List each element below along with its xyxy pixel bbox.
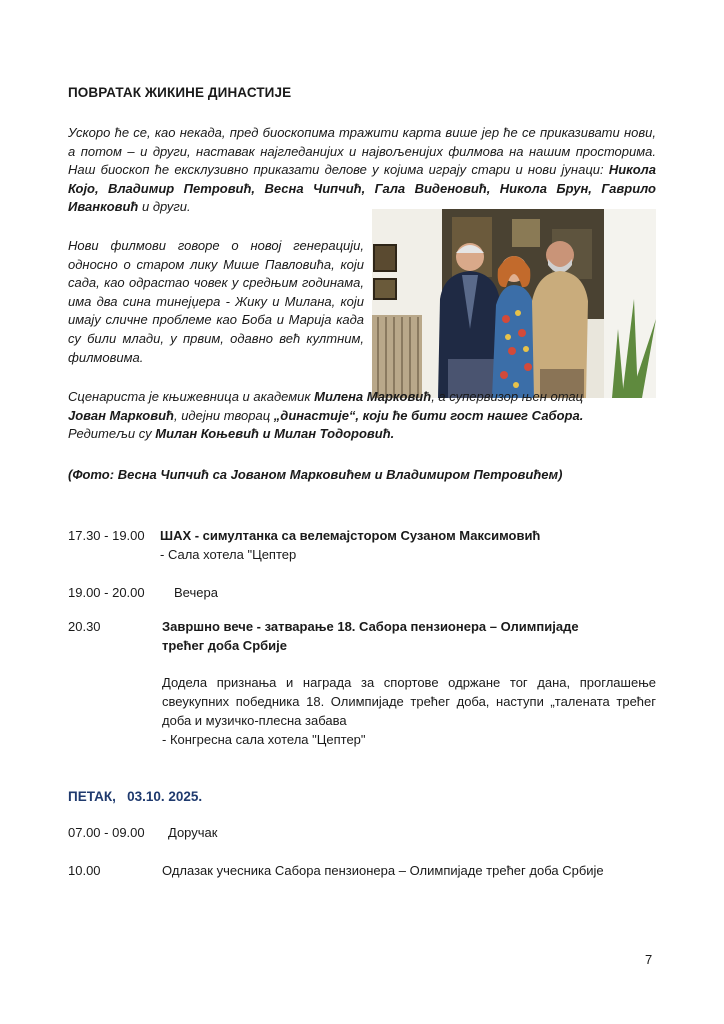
breakfast-title: Доручак bbox=[168, 825, 218, 840]
chess-time: 17.30 - 19.00 bbox=[68, 528, 145, 543]
section-title: ПОВРАТАК ЖИКИНЕ ДИНАСТИЈЕ bbox=[68, 85, 292, 100]
photo-caption: (Фото: Весна Чипчић са Јованом Марковићем и Владимиром Петровићем) bbox=[68, 467, 563, 482]
cast-names: Никола Којо, Владимир Петровић, Весна Чипчић, Гала Виденовић, Никола Брун, Гаврило Иванковић bbox=[68, 162, 656, 215]
day-heading: ПЕТАК, 03.10. 2025. bbox=[68, 789, 203, 804]
closing-time: 20.30 bbox=[68, 619, 101, 634]
dinner-time: 19.00 - 20.00 bbox=[68, 585, 145, 600]
page-number: 7 bbox=[645, 952, 653, 967]
intro-paragraph: Ускоро ће се, као некада, пред биоскопима тражити карта више јер ће се приказивати нови, а потом – и други, наставак најгледанијих и највољенијих филмова на нашим просторима. Наш биоскоп ће ексклузивно приказати делове у којима играју стари и нови јунаци: Никола Којо, Владимир Петровић, Весна Чипчић, Гала Виденовић, Никола Брун, Гаврило Иванковић и други. bbox=[68, 125, 656, 215]
dynasty-guest-text: „династије“, који ће бити гост нашег Сабора. bbox=[273, 407, 584, 423]
closing-description: Додела признања и награда за спортове одржане тог дана, проглашење свеукупних победника 18. Олимпијаде трећег доба, наступи „талената трећег доба и музичко-плесна забава bbox=[162, 675, 656, 728]
breakfast-time: 07.00 - 09.00 bbox=[68, 825, 145, 840]
closing-location: - Конгресна сала хотела "Цептер" bbox=[162, 732, 366, 747]
closing-title-line2: трећег доба Србије bbox=[162, 638, 287, 653]
directors-names: Милан Коњевић и Милан Тодоровић. bbox=[155, 426, 395, 442]
departure-title: Одлазак учесника Сабора пензионера – Олимпијаде трећег доба Србије bbox=[162, 863, 604, 878]
chess-title: ШАХ - симултанка са велемајстором Сузаном Максимовић bbox=[160, 528, 541, 543]
supervisor-name: Јован Марковић bbox=[68, 407, 174, 423]
screenwriter-name: Милена Марковић bbox=[314, 389, 432, 404]
cast-photo bbox=[372, 209, 656, 398]
story-paragraph: Нови филмови говоре о новој генерацији, односно о старом лику Мише Павловића, који сада, као одрастао човек у средњим годинама, има два сина тинејџера - Жику и Милана, који имају сличне проблеме као Боба и Марија када су били млади, у првим, одавно већ култним, филмовима. bbox=[68, 238, 364, 365]
chess-location: - Сала хотела "Цептер bbox=[160, 547, 297, 562]
credits-paragraph: Сценариста је књижевница и академик Милена Марковић, а супервизор њен отац Јован Марковић, идејни творац „династије“, који ће бити гост нашег Сабора. Редитељи су Милан Коњевић и Милан Тодоровић. bbox=[68, 389, 584, 442]
closing-title-line1: Завршно вече - затварање 18. Сабора пензионера – Олимпијаде bbox=[162, 619, 579, 634]
day-date: 03.10. 2025. bbox=[127, 789, 203, 804]
dinner-title: Вечера bbox=[174, 585, 218, 600]
departure-time: 10.00 bbox=[68, 863, 101, 878]
